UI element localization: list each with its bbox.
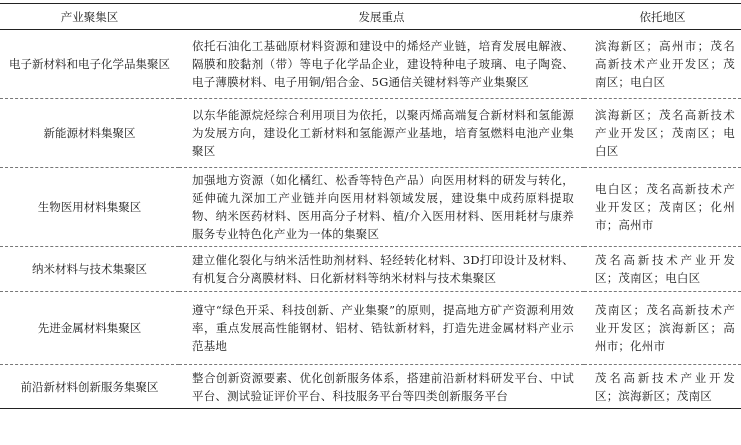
cluster-name: 纳米材料与技术集聚区 [0,247,179,292]
industry-cluster-table [0,3,741,409]
table-row [0,247,741,292]
table-row [0,99,741,168]
header-row [0,4,741,30]
cluster-name: 生物医用材料集聚区 [0,168,179,247]
cluster-name: 新能源材料集聚区 [0,99,179,168]
development-focus: 整合创新资源要素、优化创新服务体系，搭建前沿新材料研发平台、中试平台、测试验证评价平台、科技服务平台等四类创新服务平台 [179,365,584,409]
development-focus: 遵守“绿色开采、科技创新、产业集聚”的原则，提高地方矿产资源利用效率，重点发展高性能钢材、铝材、锆钛新材料，打造先进金属材料产业示范基地 [179,292,584,365]
development-focus: 建立催化裂化与纳米活性助剂材料、轻经转化材料、3D打印设计及材料、有机复合分离膜材料、日化新材料等纳米材料与技术集聚区 [179,247,584,292]
supporting-area: 茂名高新技术产业开发区；茂南区；电白区 [584,247,741,292]
table-row [0,30,741,99]
table-row [0,292,741,365]
table-row [0,168,741,247]
development-focus: 加强地方资源（如化橘红、松香等特色产品）向医用材料的研发与转化，延伸硫九深加工产业链并向医用材料领域发展，建设集中成药原料提取物、纳米医药材料、医用高分子材料、植/介入医用材料、医用耗材与康养服务专业特色化产业为一体的集聚区 [179,168,584,247]
development-focus: 依托石油化工基础原材料资源和建设中的烯烃产业链，培育发展电解液、隔膜和胶黏剂（带）等电子化学品企业，建设特种电子玻璃、电子陶瓷、电子薄膜材料、电子用铜/铝合金、5G通信关键材料等产业集聚区 [179,30,584,99]
supporting-area: 茂南区；茂名高新技术产业开发区；滨海新区；高州市；化州市 [584,292,741,365]
table-row [0,365,741,409]
cluster-name: 前沿新材料创新服务集聚区 [0,365,179,409]
cluster-name: 先进金属材料集聚区 [0,292,179,365]
supporting-area: 电白区；茂名高新技术产业开发区；茂南区；化州市；高州市 [584,168,741,247]
header-zone: 产业聚集区 [0,4,179,30]
cluster-name: 电子新材料和电子化学品集聚区 [0,30,179,99]
supporting-area: 滨海新区；高州市；茂名高新技术产业开发区；茂南区；电白区 [584,30,741,99]
development-focus: 以东华能源烷烃综合利用项目为依托，以聚丙烯高端复合新材料和氢能源为发展方向，建设化工新材料和氢能源产业基地，培育氢燃料电池产业集聚区 [179,99,584,168]
header-focus: 发展重点 [179,4,584,30]
header-area: 依托地区 [584,4,741,30]
supporting-area: 茂名高新技术产业开发区；滨海新区；茂南区 [584,365,741,409]
supporting-area: 滨海新区；茂名高新技术产业开发区；茂南区；电白区 [584,99,741,168]
